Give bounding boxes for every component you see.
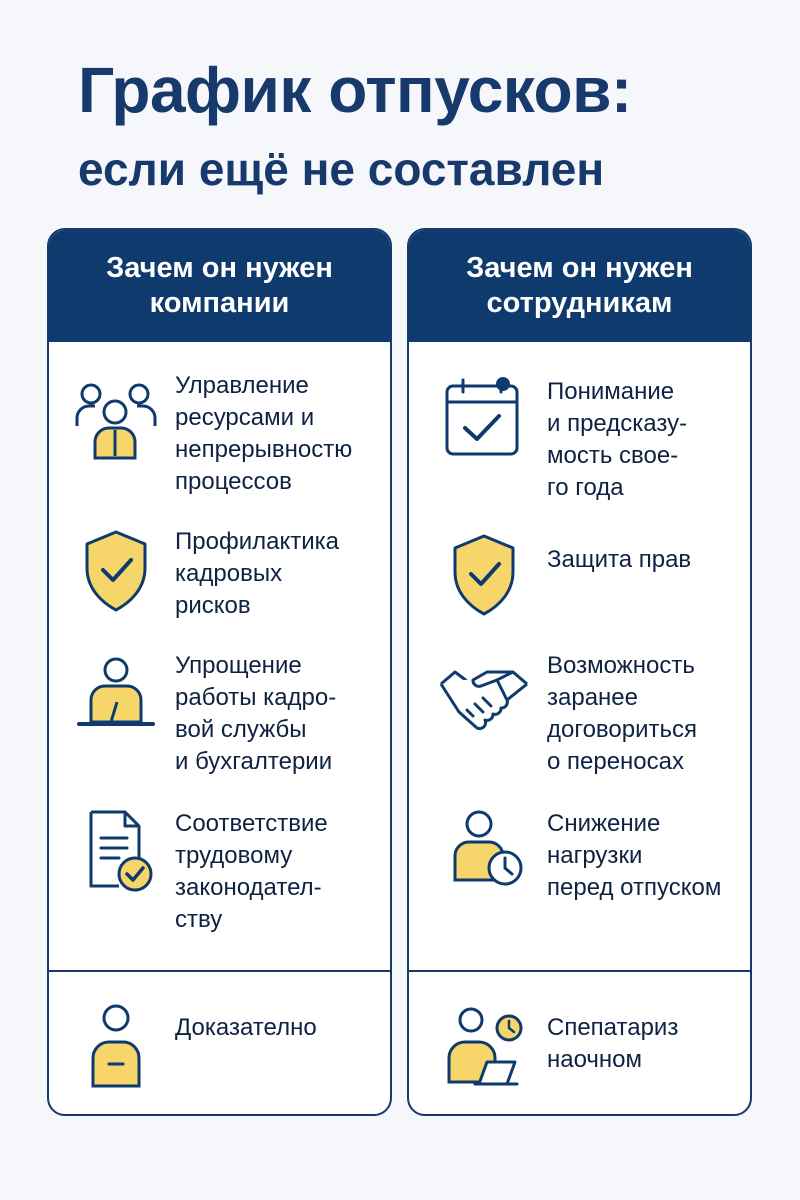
- item-text: Соответствие трудовому законодател- ству: [175, 810, 328, 933]
- calendar-check-icon: [439, 376, 529, 466]
- item-text: Упрощение работы кадро- вой службы и бухгалтерии: [175, 652, 337, 775]
- person-icon: [71, 1002, 161, 1092]
- item-text: Защита прав: [547, 546, 692, 573]
- footer-text: Доказателно: [175, 1014, 317, 1041]
- shield-check-icon: [439, 530, 529, 620]
- item-text: Профилактика кадровых рисков: [175, 528, 339, 619]
- handshake-icon: [437, 654, 531, 744]
- person-clock-icon: [439, 808, 529, 898]
- company-card-header: Зачем он нужен компании: [49, 230, 390, 342]
- footer-text: Спепатариз наочном: [547, 1014, 679, 1073]
- item-text: Понимание и предсказу- мость свое- го года: [547, 378, 688, 501]
- company-card: [47, 228, 392, 1116]
- page-title: График отпусков:: [78, 54, 632, 126]
- document-check-icon: [71, 808, 161, 898]
- employee-card: [407, 228, 752, 1116]
- item-text: Улравление ресурсами и непрерывностю процессов: [175, 372, 353, 495]
- divider: [49, 970, 390, 972]
- item-text: Снижение нагрузки перед отпуском: [547, 810, 722, 901]
- team-icon: [71, 374, 161, 464]
- item-text: Возможность заранее договориться о переносах: [547, 652, 697, 775]
- divider: [409, 970, 750, 972]
- employee-card-header: Зачем он нужен сотрудникам: [409, 230, 750, 342]
- person-desk-icon: [71, 652, 161, 742]
- person-laptop-clock-icon: [439, 1002, 529, 1092]
- shield-check-icon: [71, 526, 161, 616]
- page-subtitle: если ещё не составлен: [78, 143, 605, 195]
